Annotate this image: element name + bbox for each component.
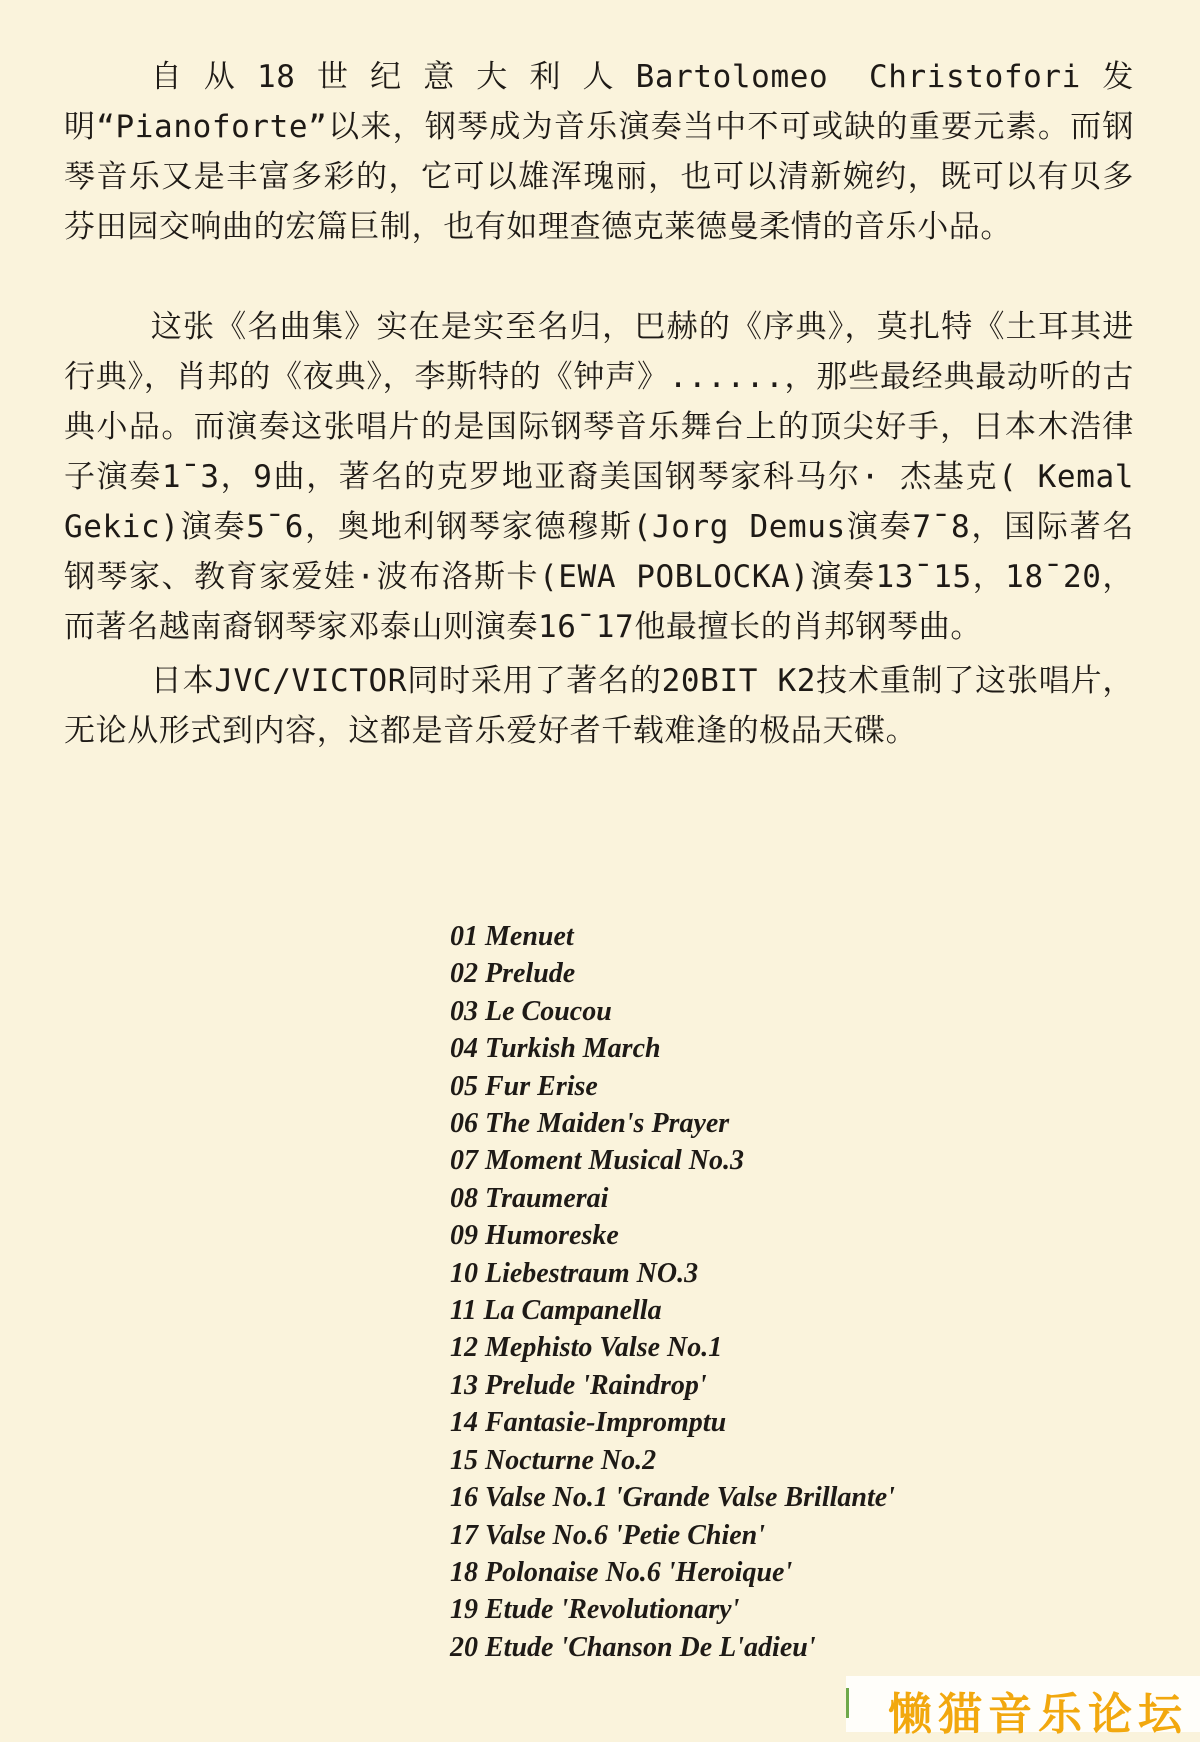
track-item: 06 The Maiden's Prayer — [450, 1108, 730, 1140]
album-description-paragraph: 这张《名曲集》实在是实至名归，巴赫的《序典》，莫扎特《土耳其进行典》，肖邦的《夜典》，李斯特的《钟声》......，那些最经典最动听的古典小品。而演奏这张唱片的是国际钢琴音乐舞台上的顶尖好手，日本木浩律子演奏1¯3，9曲，著名的克罗地亚裔美国钢琴家科马尔· 杰基克( Kemal Gekic)演奏5¯6，奥地利钢琴家德穆斯(Jorg Demus演奏7¯8，国际著名钢琴家、教育家爱娃·波布洛斯卡(EWA POBLOCKA)演奏13¯15，18¯20，而著名越南裔钢琴家邓泰山则演奏16¯17他最擅长的肖邦钢琴曲。 — [64, 309, 1134, 645]
remaster-paragraph: 日本JVC/VICTOR同时采用了著名的20BIT K2技术重制了这张唱片，无论从形式到内容，这都是音乐爱好者千载难逢的极品天碟。 — [64, 663, 1134, 749]
track-item: 12 Mephisto Valse No.1 — [450, 1332, 723, 1364]
track-item: 09 Humoreske — [450, 1220, 619, 1252]
track-item: 02 Prelude — [450, 958, 576, 990]
watermark-text: 懒猫音乐论坛 — [888, 1689, 1188, 1740]
forum-watermark — [846, 1676, 1200, 1740]
track-item: 18 Polonaise No.6 'Heroique' — [450, 1556, 793, 1588]
track-item: 10 Liebestraum NO.3 — [450, 1257, 699, 1289]
track-item: 03 Le Coucou — [450, 995, 612, 1027]
track-item: 04 Turkish March — [450, 1033, 661, 1065]
track-list — [450, 918, 895, 1666]
track-item: 17 Valse No.6 'Petie Chien' — [450, 1519, 765, 1551]
track-item: 01 Menuet — [450, 921, 574, 952]
track-item: 11 La Campanella — [450, 1295, 662, 1327]
track-item: 19 Etude 'Revolutionary' — [450, 1594, 740, 1626]
watermark-accent-bar — [846, 1688, 849, 1718]
track-item: 16 Valse No.1 'Grande Valse Brillante' — [450, 1482, 895, 1514]
intro-paragraph: 自从18世纪意大利人Bartolomeo Christofori发明“Pianoforte”以来，钢琴成为音乐演奏当中不可或缺的重要元素。而钢琴音乐又是丰富多彩的，它可以雄浑瑰丽，也可以清新婉约，既可以有贝多芬田园交响曲的宏篇巨制，也有如理查德克莱德曼柔情的音乐小品。 — [64, 59, 1134, 245]
track-item: 20 Etude 'Chanson De L'adieu' — [450, 1631, 816, 1663]
track-item: 14 Fantasie-Impromptu — [450, 1407, 727, 1439]
track-item: 13 Prelude 'Raindrop' — [450, 1369, 707, 1401]
track-item: 05 Fur Erise — [450, 1070, 598, 1102]
track-item: 08 Traumerai — [450, 1182, 609, 1214]
track-item: 15 Nocturne No.2 — [450, 1444, 657, 1476]
article-body — [64, 52, 1134, 756]
track-item: 07 Moment Musical No.3 — [450, 1145, 745, 1177]
